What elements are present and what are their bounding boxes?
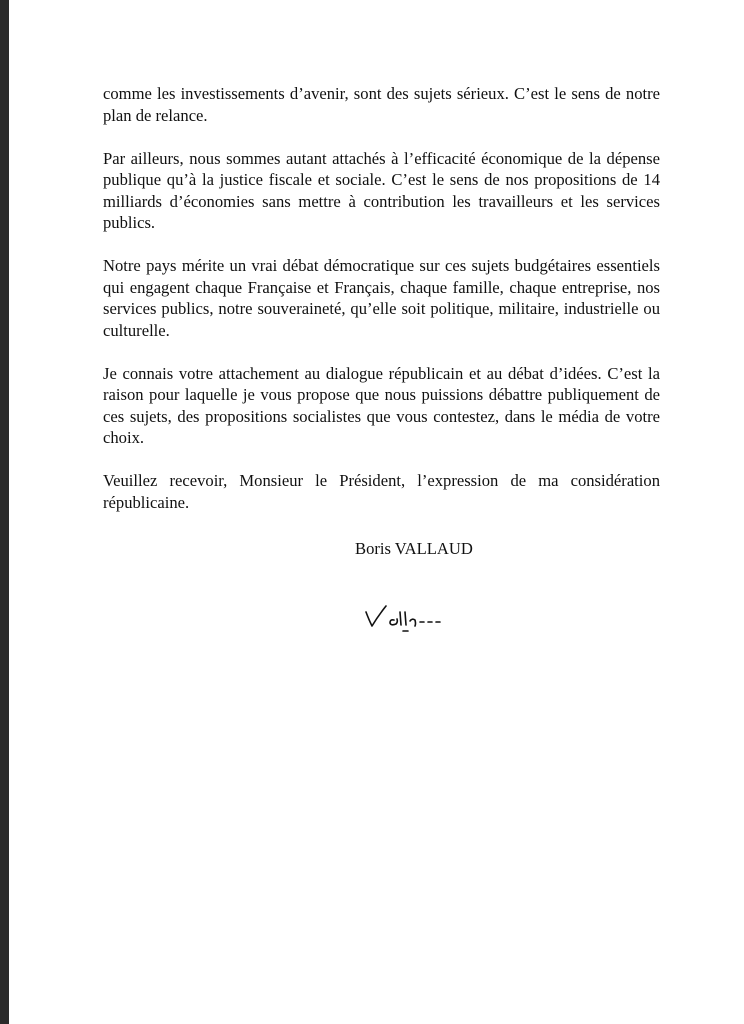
paragraph-debat-democratique: Notre pays mérite un vrai débat démocratique sur ces sujets budgétaires essentiels qui engagent chaque Française et Français, chaque famille, chaque entreprise, nos services publics, notre souveraineté, qu’elle soit politique, militaire, industrielle ou culturelle. (103, 256, 660, 340)
paragraph-plan-de-relance: comme les investissements d’avenir, sont des sujets sérieux. C’est le sens de notre plan de relance. (103, 84, 660, 125)
letter-body (103, 83, 660, 535)
paragraph-dialogue-republicain: Je connais votre attachement au dialogue républicain et au débat d’idées. C’est la raison pour laquelle je vous propose que nous puissions débattre publiquement de ces sujets, des propositions socialistes que vous contestez, dans le média de votre choix. (103, 363, 660, 447)
document-page (9, 0, 744, 1024)
paragraph-efficacite-economique: Par ailleurs, nous sommes autant attachés à l’efficacité économique de la dépense publique qu’à la justice fiscale et sociale. C’est le sens de nos propositions de 14 milliards d’économies sans mettre à contribution les travailleurs et les services publics. (103, 148, 660, 232)
paragraph-closing-salutation: Veuillez recevoir, Monsieur le Président, l’expression de ma considération républicaine. (103, 471, 660, 512)
viewer-left-edge (0, 0, 9, 1024)
signatory-name: Boris VALLAUD (355, 539, 473, 558)
handwritten-signature (360, 598, 460, 638)
